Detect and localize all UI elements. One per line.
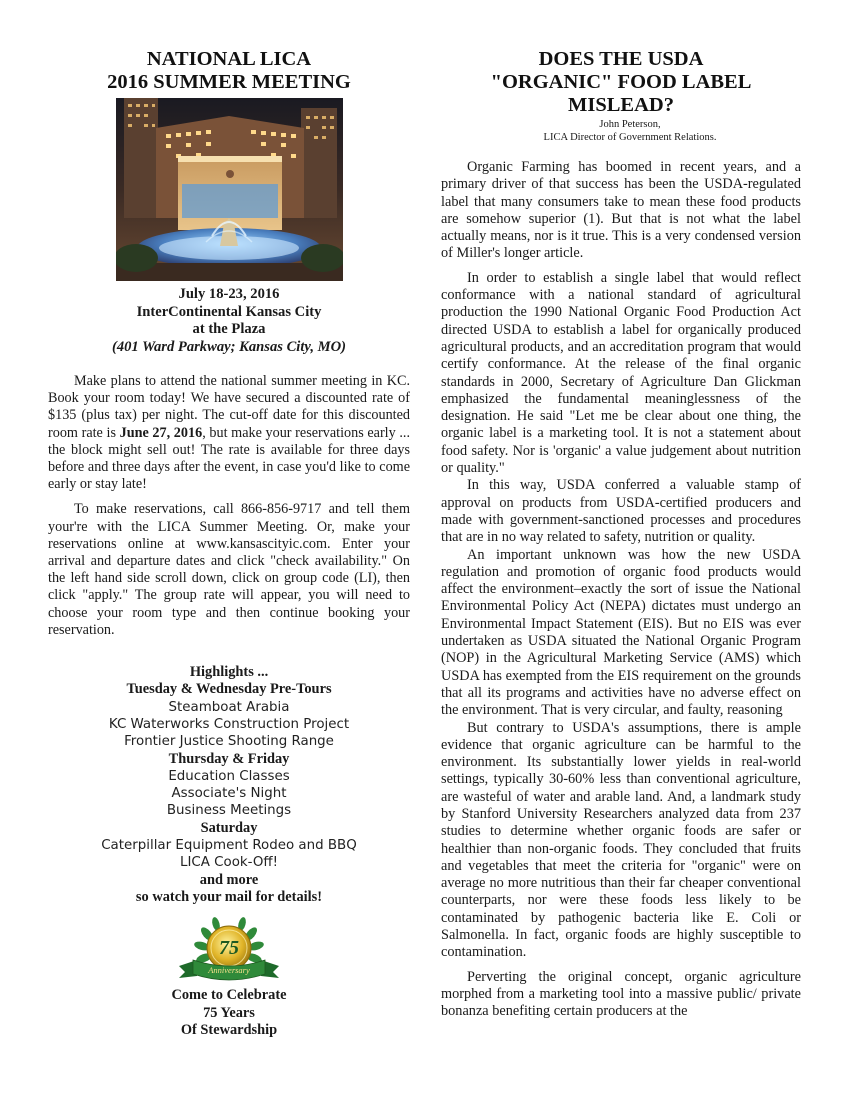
article-headline-line-2: "ORGANIC" FOOD LABEL MISLEAD? bbox=[490, 71, 752, 116]
highlight-footer: so watch your mail for details! bbox=[135, 888, 323, 905]
article-paragraph: Organic Farming has boomed in recent years, and a primary driver of that success has been the USDA-regulated label that many consumers take to mean these food products are somehow superior (1). But that is not what the label actually means, nor is it true. This is a very condensed version of Miller's longer article. bbox=[441, 159, 801, 262]
author-title: LICA Director of Government Relations. bbox=[543, 131, 717, 143]
highlights-list bbox=[48, 664, 410, 906]
meeting-headline bbox=[48, 48, 410, 94]
article-paragraph: In this way, USDA conferred a valuable stamp of approval on products from USDA-certified producers and made with government-sanctioned processes and procedures that are in no way related to safety, nutrition or quality. bbox=[441, 477, 801, 546]
cutoff-date: June 27, 2016 bbox=[119, 424, 203, 441]
event-venue-2: at the Plaza bbox=[192, 321, 266, 337]
author-name: John Peterson, bbox=[599, 119, 661, 130]
highlight-item: LICA Cook-Off! bbox=[179, 855, 278, 871]
article-headline-line-1: DOES THE USDA bbox=[538, 48, 704, 70]
headline-line-2: 2016 SUMMER MEETING bbox=[107, 71, 351, 93]
highlight-item: Education Classes bbox=[168, 768, 290, 784]
article-headline bbox=[441, 48, 801, 117]
highlights-title: Highlights ... bbox=[189, 664, 269, 681]
highlight-footer: and more bbox=[199, 871, 259, 888]
celebrate-line-2: 75 Years bbox=[203, 1004, 255, 1021]
left-column bbox=[48, 48, 410, 1040]
event-venue: InterContinental Kansas City bbox=[136, 303, 322, 320]
event-dates: July 18-23, 2016 bbox=[178, 286, 280, 302]
celebrate-line-1: Come to Celebrate bbox=[171, 987, 287, 1004]
para1-text-b: , but make your reservations early ... the block might sell out! The rate is available for three days before and three days after the event, in case you'd like to come early or stay late! bbox=[48, 424, 411, 493]
article-body bbox=[441, 159, 801, 1021]
meeting-paragraph-1 bbox=[48, 373, 410, 493]
article-paragraph: An important unknown was how the new USDA regulation and promotion of organic food products would affect the environment–exactly the sort of issue the National Environmental Policy Act (NEPA) dictates must undergo an Environmental Impact Statement (EIS). But no EIS was ever undertaken as USDA situated the National Organic Program (NOP) in the Agricultural Marketing Service (AMS) which USDA has exempted from the EIS requirement on the grounds that all its programs and activities have no adverse effect on the environment. That is very circular, and faulty, reasoning bbox=[441, 546, 801, 719]
hotel-fountain-night-photo bbox=[116, 98, 343, 281]
highlight-heading: Saturday bbox=[200, 819, 258, 836]
badge-ribbon-text: Anniversary bbox=[208, 965, 250, 976]
event-info bbox=[48, 286, 410, 356]
highlight-heading: Tuesday & Wednesday Pre-Tours bbox=[126, 681, 332, 698]
meeting-body bbox=[48, 373, 410, 639]
highlight-item: Caterpillar Equipment Rodeo and BBQ bbox=[101, 838, 357, 854]
meeting-paragraph-2: To make reservations, call 866-856-9717 and tell them your're with the LICA Summer Meeting. Or, make your reservations online at www.kansascityic.com. Enter your arrival and departure dates and click "check availability." On the left hand side scroll down, click on group code (LI), then click "apply." The group rate will appear, you will need to choose your room type and then continue booking your reservation. bbox=[48, 501, 410, 638]
highlight-item: Associate's Night bbox=[171, 786, 287, 802]
celebrate-line-3: Of Stewardship bbox=[180, 1022, 278, 1039]
para1-text-a: Make plans to attend the national summer meeting in KC. Book your room today! We have secured a discounted rate of $135 (plus tax) per night. The cut-off date for this discounted room rate is bbox=[48, 373, 410, 441]
highlight-item: Frontier Justice Shooting Range bbox=[124, 734, 334, 750]
headline-line-1: NATIONAL LICA bbox=[146, 48, 312, 70]
right-column bbox=[441, 48, 801, 1021]
article-paragraph: Perverting the original concept, organic agriculture morphed from a marketing tool into a massive public/ private bonanza benefiting certain producers at the bbox=[441, 968, 801, 1020]
highlight-item: Steamboat Arabia bbox=[168, 699, 290, 715]
celebrate-text bbox=[48, 987, 410, 1040]
highlight-heading: Thursday & Friday bbox=[168, 750, 290, 767]
article-paragraph: In order to establish a single label that would reflect conformance with a national standard of agricultural production the 1990 National Organic Food Production Act directed USDA to establish a label for organically produced agricultural products, and an accreditation program that would certify conformance. At the release of the final organic standards in 2000, Secretary of Agriculture Dan Glickman emphasized the fundamental meaninglessness of the designation. He said "Let me be clear about one thing, the organic label is a marketing tool. It is not a statement about food safety. Nor is 'organic' a value judgement about nutrition or quality." bbox=[441, 269, 801, 477]
anniversary-75-badge-icon bbox=[173, 916, 285, 986]
highlight-item: Business Meetings bbox=[166, 803, 292, 819]
article-paragraph: But contrary to USDA's assumptions, there is ample evidence that organic agriculture can be harmful to the environment. Its substantially lower yields in real-world settings, typically 30-60% less than conventional agriculture, are wasteful of water and arable land. And, a landmark study by Stanford University Researchers analyzed data from 237 studies to determine whether organic foods are safer or healthier than non-organic foods. They concluded that fruits and vegetables that meet the criteria for "organic" were on average no more nutritious than their far cheaper conventional counterparts, nor were these foods less likely to be contaminated by pathogenic bacteria like E. Coli or Salmonella. In fact, organic foods are highly susceptible to contamination. bbox=[441, 719, 801, 961]
article-byline bbox=[459, 119, 801, 144]
highlight-item: KC Waterworks Construction Project bbox=[108, 716, 350, 732]
badge-number: 75 bbox=[219, 937, 239, 960]
event-address: (401 Ward Parkway; Kansas City, MO) bbox=[111, 338, 347, 355]
